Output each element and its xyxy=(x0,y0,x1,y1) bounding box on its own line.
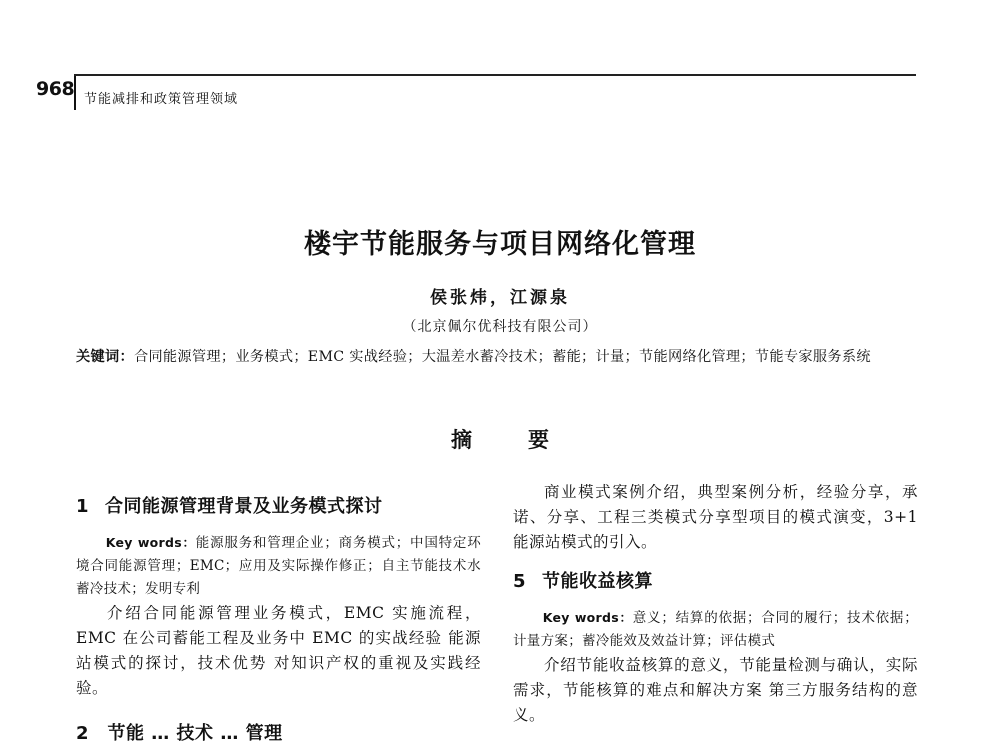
abstract-heading-char-1: 摘 xyxy=(451,428,472,452)
running-head: 节能减排和政策管理领域 xyxy=(84,92,239,107)
page-number: 968 xyxy=(36,78,75,100)
section-5-keywords xyxy=(513,606,918,653)
section-4-body-continued: 商业模式案例介绍，典型案例分析，经验分享，承诺、分享、工程三类模式分享型项目的模式演变，3+1 能源站模式的引入。 xyxy=(513,483,918,551)
abstract-heading-char-2: 要 xyxy=(528,428,549,452)
left-column xyxy=(76,480,481,746)
section-5-number: 5 xyxy=(513,571,527,592)
section-5-keywords-label: Key words： xyxy=(542,610,633,625)
article-title: 楼宇节能服务与项目网络化管理 xyxy=(304,229,696,260)
abstract-heading xyxy=(0,424,1000,454)
section-1-keywords xyxy=(76,531,481,601)
keywords-block xyxy=(76,346,916,369)
section-1-keywords-text: 能源服务和管理企业；商务模式；中国特定环境合同能源管理；EMC；应用及实际操作修正；自主节能技术水蓄冷技术；发明专利 xyxy=(76,535,481,597)
section-1-heading xyxy=(76,494,481,519)
section-5-heading xyxy=(513,569,918,594)
section-1-body: 介绍合同能源管理业务模式，EMC 实施流程，EMC 在公司蓄能工程及业务中 EMC 的实战经验 能源站模式的探讨，技术优势 对知识产权的重视及实践经验。 xyxy=(76,604,481,697)
section-1-number: 1 xyxy=(76,496,90,517)
keywords-label: 关键词： xyxy=(76,349,134,365)
section-2-heading-cut: 2 节能 … 技术 … 管理 xyxy=(76,723,283,744)
section-1-keywords-label: Key words： xyxy=(105,535,196,550)
right-column xyxy=(513,480,918,728)
section-1-title: 合同能源管理背景及业务模式探讨 xyxy=(105,496,383,517)
article-affiliation: （北京佩尔优科技有限公司） xyxy=(402,319,598,335)
section-5-title: 节能收益核算 xyxy=(542,571,654,592)
section-5-keywords-text: 意义；结算的依据；合同的履行；技术依据；计量方案；蓄冷能效及效益计算；评估模式 xyxy=(513,610,918,649)
section-5-body: 介绍节能收益核算的意义，节能量检测与确认，实际需求，节能核算的难点和解决方案 第三方服务结构的意义。 xyxy=(513,656,918,724)
keywords-text: 合同能源管理；业务模式；EMC 实战经验；大温差水蓄冷技术；蓄能；计量；节能网络化管理；节能专家服务系统 xyxy=(133,349,871,365)
header-divider-vertical xyxy=(74,74,76,110)
header-divider-horizontal xyxy=(74,74,916,76)
article-authors: 侯张炜，江源泉 xyxy=(430,288,570,308)
